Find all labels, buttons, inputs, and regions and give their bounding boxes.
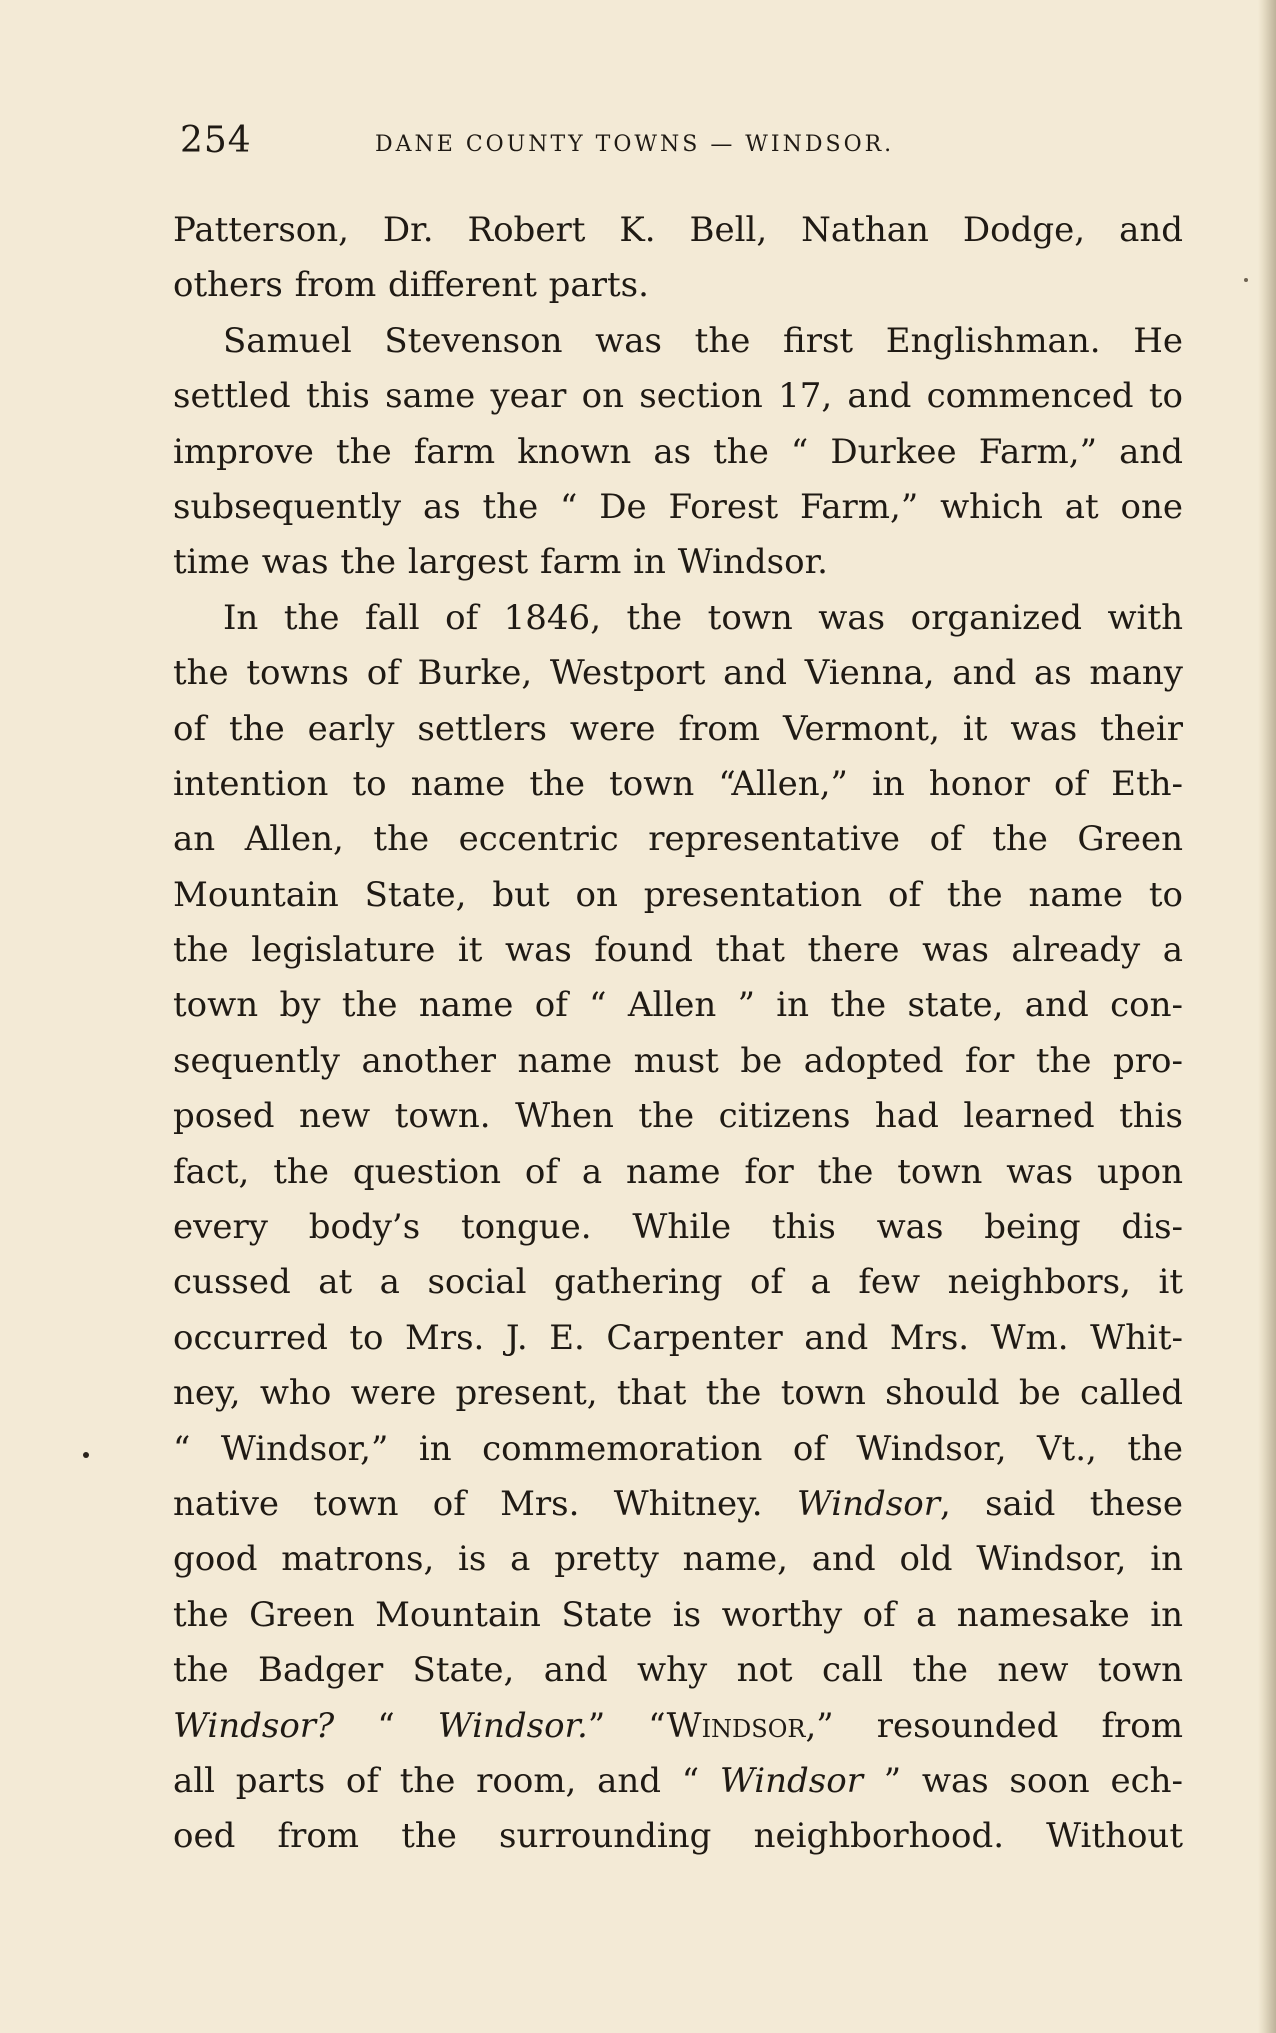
text-line: the Green Mountain State is worthy of a namesake in [173, 1594, 1183, 1635]
text-run: “ [661, 1760, 720, 1801]
text-line: town by the name of “ Allen ” in the state, and con- [173, 985, 1183, 1026]
text-line: Samuel Stevenson was the first Englishman. He [223, 320, 1183, 361]
text-run: ” was soon ech- [862, 1760, 1183, 1801]
smallcaps-run: “Windsor,” [605, 1705, 834, 1746]
text-line: good matrons, is a pretty name, and old Windsor, in [173, 1539, 1183, 1580]
italic-run: Windsor [719, 1760, 863, 1801]
page-header [180, 120, 1000, 170]
text-line: the legislature it was found that there was already a [173, 930, 1183, 971]
text-line: sequently another name must be adopted for the pro- [173, 1040, 1183, 1081]
text-line: In the fall of 1846, the town was organized with [223, 597, 1183, 638]
text-line: the Badger State, and why not call the new town [173, 1650, 1183, 1691]
text-line: time was the largest farm in Windsor. [173, 542, 828, 583]
body-text [173, 203, 1183, 1865]
text-line: others from different parts. [173, 265, 649, 306]
text-line-mixed [173, 1477, 1183, 1532]
text-line: oed from the surrounding neighborhood. Without [173, 1816, 1183, 1857]
text-line: posed new town. When the citizens had learned this [173, 1096, 1183, 1137]
text-run: “ [334, 1705, 438, 1746]
text-line: fact, the question of a name for the town was upon [173, 1151, 1183, 1192]
text-run: ” [587, 1705, 606, 1746]
page-edge-shadow [1258, 0, 1276, 2033]
italic-run: Windsor? [173, 1705, 335, 1746]
text-line-mixed [173, 1754, 1183, 1809]
text-line: occurred to Mrs. J. E. Carpenter and Mrs. Wm. Whit- [173, 1317, 1183, 1358]
running-head: DANE COUNTY TOWNS — WINDSOR. [375, 132, 895, 157]
ink-speck [1244, 278, 1248, 282]
text-line: every body’s tongue. While this was being dis- [173, 1207, 1183, 1248]
text-run: , said these [939, 1483, 1183, 1524]
text-run: native town of Mrs. Whitney. [173, 1483, 763, 1524]
text-line: an Allen, the eccentric representative of the Green [173, 819, 1183, 860]
text-line: Mountain State, but on presentation of the name to [173, 874, 1183, 915]
text-line: the towns of Burke, Westport and Vienna, and as many [173, 653, 1183, 694]
text-line: “ Windsor,” in commemoration of Windsor, Vt., the [173, 1428, 1183, 1469]
text-line: ney, who were present, that the town should be called [173, 1373, 1183, 1414]
text-line: subsequently as the “ De Forest Farm,” which at one [173, 486, 1183, 527]
italic-run: Windsor [796, 1483, 940, 1524]
text-run: resounded from [833, 1705, 1184, 1746]
text-line: of the early settlers were from Vermont, it was their [173, 708, 1183, 749]
text-line-mixed [173, 1699, 1183, 1754]
italic-run: Windsor. [437, 1705, 588, 1746]
text-line: intention to name the town “Allen,” in honor of Eth- [173, 763, 1183, 804]
margin-dot [83, 1452, 89, 1458]
page-number: 254 [180, 120, 252, 161]
text-line: Patterson, Dr. Robert K. Bell, Nathan Dodge, and [173, 210, 1183, 250]
text-line: cussed at a social gathering of a few neighbors, it [173, 1262, 1183, 1303]
text-run: all parts of the room, and [173, 1760, 662, 1801]
text-line: improve the farm known as the “ Durkee Farm,” and [173, 431, 1183, 472]
text-line: settled this same year on section 17, and commenced to [173, 376, 1183, 417]
